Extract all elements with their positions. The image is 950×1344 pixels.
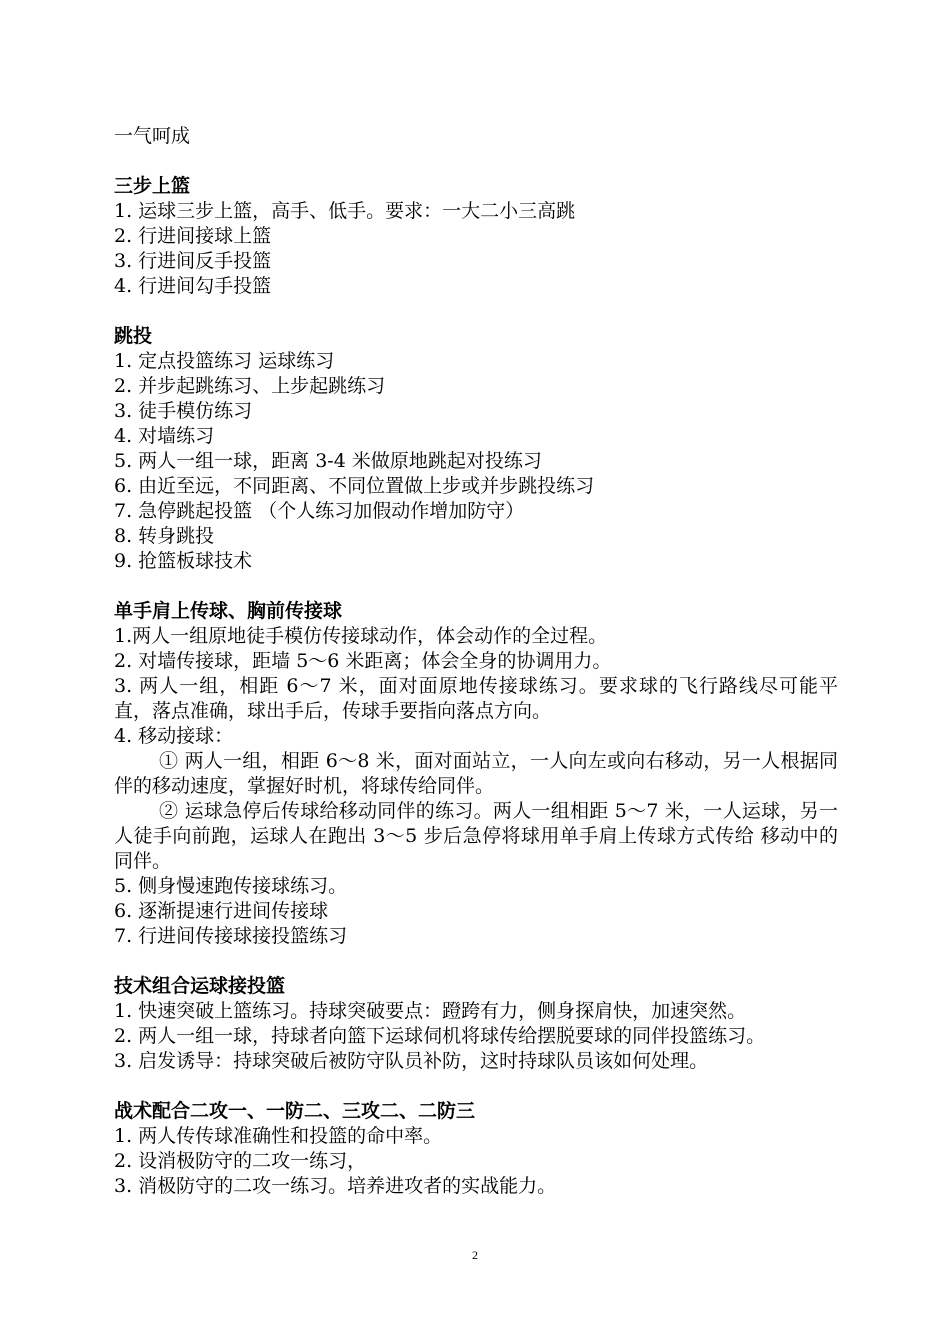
section-heading: 跳投 (114, 325, 153, 347)
list-item: 9. 抢篮板球技术 (114, 550, 253, 572)
list-item: 7. 急停跳起投篮 （个人练习加假动作增加防守） (114, 500, 525, 522)
list-item: 4. 对墙练习 (114, 425, 215, 447)
list-item: 3. 行进间反手投篮 (114, 250, 272, 272)
list-item: 5. 两人一组一球，距离 3-4 米做原地跳起对投练习 (114, 450, 542, 472)
spacer (114, 1074, 838, 1099)
section-heading: 战术配合二攻一、一防二、三攻二、二防三 (114, 1100, 476, 1122)
list-item: 2. 两人一组一球，持球者向篮下运球伺机将球传给摆脱要球的同伴投篮练习。 (114, 1025, 766, 1047)
document-body (114, 124, 838, 1199)
list-item: 7. 行进间传接球接投篮练习 (114, 925, 348, 947)
list-item: 1. 定点投篮练习 运球练习 (114, 350, 335, 372)
list-item: 4. 移动接球： (114, 725, 234, 747)
list-item: 3. 启发诱导：持球突破后被防守队员补防，这时持球队员该如何处理。 (114, 1050, 709, 1072)
list-item: 1. 两人传传球准确性和投篮的命中率。 (114, 1125, 443, 1147)
list-item: 6. 由近至远，不同距离、不同位置做上步或并步跳投练习 (114, 475, 595, 497)
list-item: 1. 运球三步上篮，高手、低手。要求：一大二小三高跳 (114, 200, 576, 222)
list-item: 2. 设消极防守的二攻一练习， (114, 1150, 367, 1172)
list-item: 1.两人一组原地徒手模仿传接球动作，体会动作的全过程。 (114, 625, 608, 647)
list-item: 5. 侧身慢速跑传接球练习。 (114, 875, 348, 897)
list-item: 3. 两人一组，相距 6～7 米，面对面原地传接球练习。要求球的飞行路线尽可能平直，落点准确，球出手后，传球手要指向落点方向。 (114, 675, 838, 722)
list-item: 3. 消极防守的二攻一练习。培养进攻者的实战能力。 (114, 1175, 557, 1197)
list-item: 6. 逐渐提速行进间传接球 (114, 900, 329, 922)
spacer (114, 149, 838, 174)
page-number: 2 (472, 1248, 478, 1262)
spacer (114, 574, 838, 599)
list-item: 8. 转身跳投 (114, 525, 215, 547)
section-heading: 技术组合运球接投篮 (114, 975, 286, 997)
sub-item: ② 运球急停后传球给移动同伴的练习。两人一组相距 5～7 米，一人运球，另一人徒手向前跑，运球人在跑出 3～5 步后急停将球用单手肩上传球方式传给 移动中的同伴。 (114, 800, 838, 872)
list-item: 2. 并步起跳练习、上步起跳练习 (114, 375, 386, 397)
sub-item: ① 两人一组，相距 6～8 米，面对面站立，一人向左或向右移动，另一人根据同伴的移动速度，掌握好时机，将球传给同伴。 (114, 750, 838, 797)
spacer (114, 299, 838, 324)
list-item: 4. 行进间勾手投篮 (114, 275, 272, 297)
section-heading: 三步上篮 (114, 175, 191, 197)
intro-text: 一气呵成 (114, 125, 191, 147)
list-item: 2. 行进间接球上篮 (114, 225, 272, 247)
list-item: 3. 徒手模仿练习 (114, 400, 253, 422)
list-item: 1. 快速突破上篮练习。持球突破要点：蹬跨有力，侧身探肩快，加速突然。 (114, 1000, 747, 1022)
section-heading: 单手肩上传球、胸前传接球 (114, 600, 343, 622)
list-item: 2. 对墙传接球，距墙 5～6 米距离；体会全身的协调用力。 (114, 650, 612, 672)
spacer (114, 949, 838, 974)
